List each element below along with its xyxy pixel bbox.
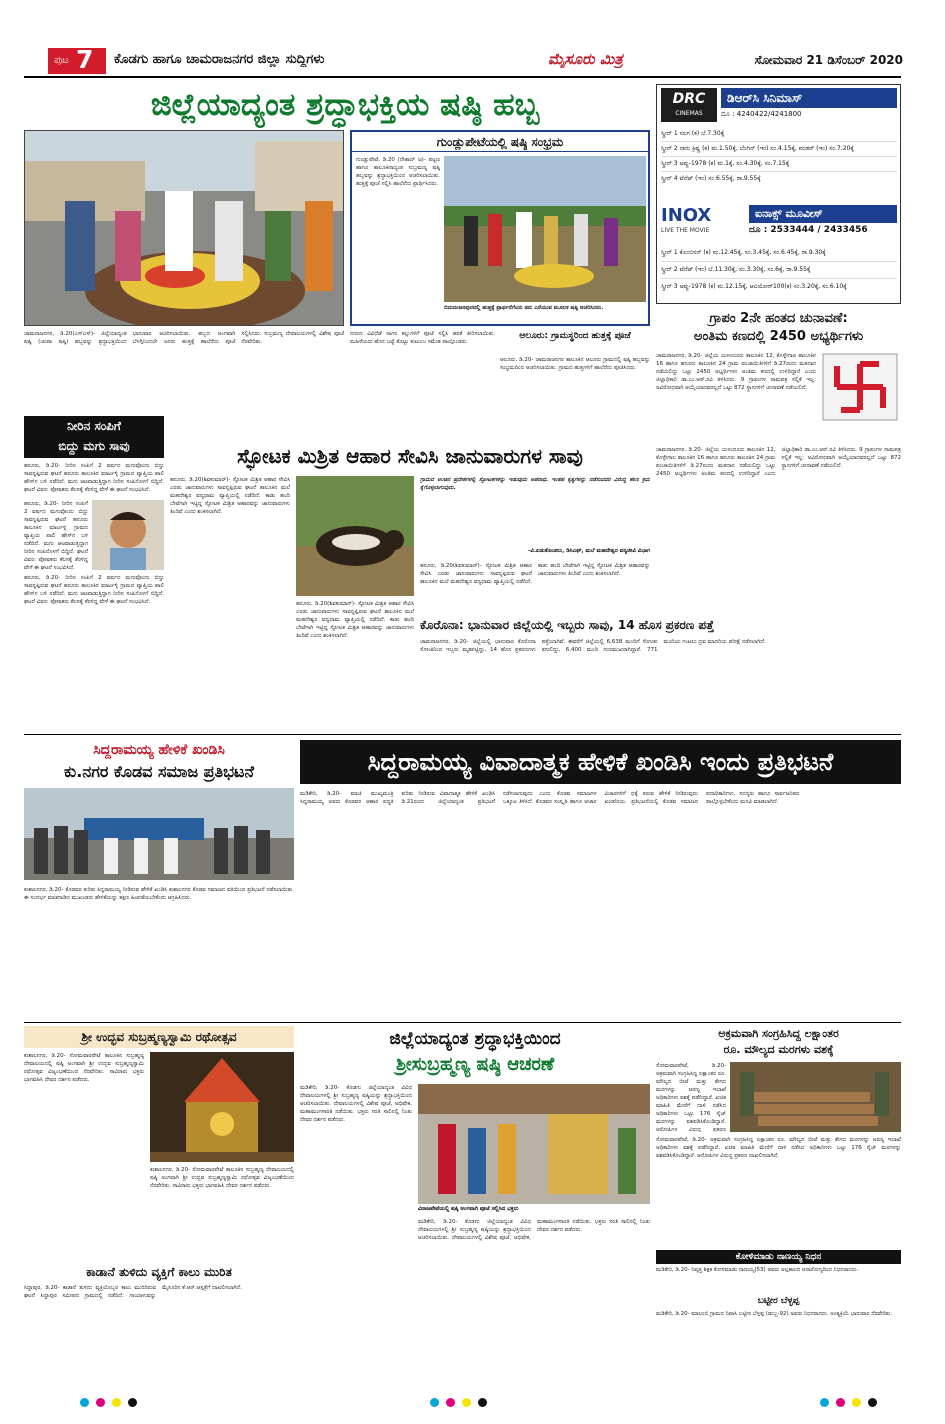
drc-logo [661, 88, 717, 122]
gundlupete-body: ಗುಂಡ್ಲುಪೇಟೆ, ಡಿ.20 (ನೌಶಾದ್ ಜ)- ಪಟ್ಟಣ ಹಾಗೂ ತಾಲೂಕಿನಾದ್ಯಂತ ಸುಬ್ರಮಣ್ಯ ಷಷ್ಠಿ ಹಬ್ಬವನ್ನು ಶ್ರದ್ಧಾಭಕ್ತಿಯಿಂದ ಆಚರಿಸಲಾಯಿತು. ಹುತ್ತಕ್ಕೆ ಪೂಜೆ ಸಲ್ಲಿಸಿ ಹಾಲೆರೆದು ಪ್ರಾರ್ಥಿಸಿದರು. [356, 157, 440, 187]
registration-marks-right [820, 1392, 900, 1404]
lead-body: ಚಾಮರಾಜನಗರ, ಡಿ.20(ಎಸ್‌ಎಸ್)- ಜಿಲ್ಲೆಯಾದ್ಯಂತ ಷಷ್ಠಿ (ಚಂಪಾ ಷಷ್ಠಿ) ಹಬ್ಬವನ್ನು ಶ್ರದ್ಧಾಭಕ್ತಿಯಿಂದ ಭಾನುವಾರ ಆಚರಿಸಲಾಯಿತು. ಹಬ್ಬದ ಅಂಗವಾಗಿ ಬೆಳಗ್ಗಿನಿಂದಲೇ ಜನರು ಹುತ್ತಕ್ಕೆ ಹಾಲೆರೆದು ಪೂಜೆ ಸಲ್ಲಿಸಿದರು. ಸುಬ್ರಮಣ್ಯ ದೇವಾಲಯಗಳಲ್ಲಿ ವಿಶೇಷ ಪೂಜೆ ನೆರವೇರಿತು. [24, 331, 344, 345]
devotees-photo-image [418, 1084, 650, 1204]
kodagu-shashti-body-2: ಮಡಿಕೇರಿ, ಡಿ.20- ಕೊಡಗು ಜಿಲ್ಲೆಯಾದ್ಯಂತ ವಿವಿಧ ದೇವಾಲಯಗಳಲ್ಲಿ ಶ್ರೀ ಸುಬ್ರಹ್ಮಣ್ಯ ಷಷ್ಠಿಯನ್ನು ಶ್ರದ್ಧಾಭಕ್ತಿಯಿಂದ ಆಚರಿಸಲಾಯಿತು. ದೇವಾಲಯಗಳಲ್ಲಿ ವಿಶೇಷ ಪೂಜೆ, ಅಭಿಷೇಕ, ಮಹಾಮಂಗಳಾರತಿ ನಡೆಯಿತು. ಭಕ್ತರು ಸರತಿ ಸಾಲಿನಲ್ಲಿ ನಿಂತು ದೇವರ ದರ್ಶನ ಪಡೆದರು. [418, 1219, 650, 1241]
alur-body: ಆಲೂರು, ಡಿ.20- ಚಾಮರಾಜನಗರ ತಾಲೂಕಿನ ಆಲೂರು ಗ್ರಾಮದಲ್ಲಿ ಷಷ್ಠಿ ಹಬ್ಬವನ್ನು ಸಂಭ್ರಮದಿಂದ ಆಚರಿಸಲಾಯಿತು. ಗ್ರಾಮದ ಹುತ್ತಗಳಿಗೆ ಹಾಲೆರೆದು ಪೂಜಿಸಿದರು. [500, 357, 650, 371]
kodagu-shashti-caption: ವಿರಾಜಪೇಟೆಯಲ್ಲಿ ಷಷ್ಠಿ ಅಂಗವಾಗಿ ಪೂಜೆ ಸಲ್ಲಿಸಿದ ಭಕ್ತರು [418, 1206, 519, 1212]
inox-row: ಸ್ಕ್ರೀನ್ 2 ಟೆನೆಟ್ (ಇಂ) ಬೆ.11.30ಕ್ಕೆ, ಸಂ.3.30ಕ್ಕೆ, ಸಂ.6ಕ್ಕೆ, ರಾ.9.55ಕ್ಕೆ [661, 262, 897, 279]
drc-phone: ದೂ : 4240422/4241800 [721, 110, 802, 118]
timber-body-1: ಸೋಮವಾರಪೇಟೆ, ಡಿ.20- ಅಕ್ರಮವಾಗಿ ಸಂಗ್ರಹಿಸಿದ್ದ ಲಕ್ಷಾಂತರ ರೂ. ಮೌಲ್ಯದ ಬೀಟೆ ಮತ್ತು ತೇಗದ ಮರಗಳನ್ನು ಅರಣ್ಯ ಇಲಾಖೆ ಅಧಿಕಾರಿಗಳು ವಶಕ್ಕೆ ಪಡೆದಿದ್ದಾರೆ. ಖಚಿತ ಮಾಹಿತಿ ಮೇರೆಗೆ ದಾಳಿ ನಡೆಸಿದ ಅಧಿಕಾರಿಗಳು ಒಟ್ಟು 176 ಸೈಜ್ ಮರಗಳನ್ನು ವಶಪಡಿಸಿಕೊಂಡಿದ್ದಾರೆ. ಆರೋಪಿಗಳ ವಿರುದ್ಧ ಪ್ರಕರಣ [656, 1063, 726, 1132]
kodagu-shashti-story [300, 1026, 650, 1362]
siddaramaiah-left-headline-1: ಸಿದ್ದರಾಮಯ್ಯ ಹೇಳಿಕೆ ಖಂಡಿಸಿ [93, 742, 225, 758]
timber-story [656, 1026, 901, 1246]
registration-marks-center [430, 1392, 510, 1404]
alur-story [500, 330, 650, 410]
kodagu-shashti-body-1: ಮಡಿಕೇರಿ, ಡಿ.20- ಕೊಡಗು ಜಿಲ್ಲೆಯಾದ್ಯಂತ ವಿವಿಧ ದೇವಾಲಯಗಳಲ್ಲಿ ಶ್ರೀ ಸುಬ್ರಹ್ಮಣ್ಯ ಷಷ್ಠಿಯನ್ನು ಶ್ರದ್ಧಾಭಕ್ತಿಯಿಂದ ಆಚರಿಸಲಾಯಿತು. ದೇವಾಲಯಗಳಲ್ಲಿ ವಿಶೇಷ ಪೂಜೆ, ಅಭಿಷೇಕ, ಮಹಾಮಂಗಳಾರತಿ ನಡೆಯಿತು. ಭಕ್ತರು ಸರತಿ ಸಾಲಿನಲ್ಲಿ ನಿಂತು ದೇವರ ದರ್ಶನ ಪಡೆದರು. [300, 1085, 412, 1123]
page-header [48, 45, 903, 74]
drc-row: ಸ್ಕ್ರೀನ್ 4 ಟೆನೆಟ್ (ಇಂ) ಸಂ.6.55ಕ್ಕೆ, ರಾ.9.55ಕ್ಕೆ [661, 175, 761, 182]
timber-body-2: ಸೋಮವಾರಪೇಟೆ, ಡಿ.20- ಅಕ್ರಮವಾಗಿ ಸಂಗ್ರಹಿಸಿದ್ದ ಲಕ್ಷಾಂತರ ರೂ. ಮೌಲ್ಯದ ಬೀಟೆ ಮತ್ತು ತೇಗದ ಮರಗಳನ್ನು ಅರಣ್ಯ ಇಲಾಖೆ ಅಧಿಕಾರಿಗಳು ವಶಕ್ಕೆ ಪಡೆದಿದ್ದಾರೆ. ಖಚಿತ ಮಾಹಿತಿ ಮೇರೆಗೆ ದಾಳಿ ನಡೆಸಿದ ಅಧಿಕಾರಿಗಳು ಒಟ್ಟು 176 ಸೈಜ್ ಮರಗಳನ್ನು ವಶಪಡಿಸಿಕೊಂಡಿದ್ದಾರೆ. ಆರೋಪಿಗಳ ವಿರುದ್ಧ ಪ್ರಕರಣ ದಾಖಲಿಸಲಾಗಿದೆ. [656, 1137, 901, 1159]
nirina-body-bottom: ಹನೂರು, ಡಿ.20- ನೀರಿನ ಸಂಪಿಗೆ 2 ವರ್ಷದ ಮಗುವೊಂದು ಬಿದ್ದು ಸಾವನ್ನಪ್ಪಿರುವ ಘಟನೆ ಹನೂರು ತಾಲೂಕಿನ ಮಾರ್ಟಳ್ಳಿ ಗ್ರಾಮದ ವ್ಯಾಪ್ತಿಯ ಪಾಲಿ ಹೌಸ್‌ನ ಬಳಿ ನಡೆದಿದೆ. ಮಗು ಆಟವಾಡುತ್ತಿದ್ದಾಗ ನೀರಿನ ಸಂಪಿನೊಳಗೆ ಬಿದ್ದಿದೆ. ಘಟನೆ ವಿವರ: ಪೋಷಕರು ಕೆಲಸಕ್ಕೆ ತೆರಳಿದ್ದ ವೇಳೆ ಈ ಘಟನೆ ಸಂಭವಿಸಿದೆ. [24, 575, 164, 605]
nirina-headline-1: ನೀರಿನ ಸಂಪಿಗೆ [67, 419, 121, 433]
inox-logo-sub: LIVE THE MOVIE [661, 227, 710, 234]
gundlupete-caption: ಬಿದುನಂಜನಪುರದಲ್ಲಿ ಹುತ್ತಕ್ಕೆ ಪ್ರಾರ್ಥನೆಗೆಂದು ತನು ಎರೆಯುವ ಮೂಲಕ ಷಷ್ಠಿ ಆಚರಿಸಿದರು. [444, 305, 604, 311]
timber-photo [730, 1062, 901, 1132]
inox-row: ಸ್ಕ್ರೀನ್ 3 ಅಪ್ಪು-1978 (ಕ) ಮ.12.15ಕ್ಕೆ, ಆವಿಯೋರ್100(ಕ) ಸಂ.3.20ಕ್ಕೆ, ಸಂ.6.10ಕ್ಕೆ [661, 283, 847, 290]
inox-logo-text: INOX [661, 205, 712, 226]
section-divider-2 [24, 1022, 901, 1023]
lead-headline: ಜಿಲ್ಲೆಯಾದ್ಯಂತ ಶ್ರದ್ಧಾಭಕ್ತಿಯ ಷಷ್ಠಿ ಹಬ್ಬ [150, 87, 540, 123]
section-divider-1 [24, 734, 901, 735]
chariot-photo [150, 1052, 294, 1162]
election-headline-1: ಗ್ರಾಪಂ 2ನೇ ಹಂತದ ಚುನಾವಣೆ: [709, 311, 848, 326]
explosive-body-2: ಹನೂರು, ಡಿ.20(ಶಿವಕುಮಾರ್)- ಸ್ಫೋಟಕ ಮಿಶ್ರಿತ ಆಹಾರ ಸೇವಿಸಿ ಎರಡು ಜಾನುವಾರುಗಳು ಸಾವನ್ನಪ್ಪಿರುವ ಘಟನೆ ತಾಲೂಕಿನ ಮಲೆ ಮಹದೇಶ್ವರ ವನ್ಯಧಾಮ ವ್ಯಾಪ್ತಿಯಲ್ಲಿ ನಡೆದಿದೆ. ಕಾಡು ಹಂದಿ ಬೇಟೆಗಾಗಿ ಇಟ್ಟಿದ್ದ ಸ್ಫೋಟಕ ಮಿಶ್ರಿತ ಆಹಾರವನ್ನು ಜಾನುವಾರುಗಳು ತಿಂದಿವೆ ಎಂದು ಶಂಕಿಸಲಾಗಿದೆ. [296, 601, 414, 639]
nirina-story [24, 416, 164, 716]
magenta-dot-icon [96, 1398, 105, 1407]
siddaramaiah-main-story [300, 740, 901, 1020]
magenta-dot-icon [446, 1398, 455, 1407]
obituary-headline: ಕೋಳಿಮಾಡು ನಾಣಯ್ಯ ನಿಧನ [656, 1250, 901, 1264]
ritual-photo-image [25, 131, 344, 326]
rathotsava-headline: ಶ್ರೀ ಉದ್ಭವ ಸುಬ್ರಹ್ಮಣ್ಯಸ್ವಾಮಿ ರಥೋತ್ಸವ [24, 1026, 294, 1048]
siddaramaiah-main-body: ಮಡಿಕೇರಿ, ಡಿ.20- ಮಾಜಿ ಮುಖ್ಯಮಂತ್ರಿ ಸಿದ್ದರಾಮಯ್ಯ ಅವರು ಕೊಡವರ ಆಹಾರ ಪದ್ಧತಿ ಕುರಿತು ನೀಡಿರುವ ವಿವಾದಾತ್ಮಕ ಹೇಳಿಕೆ ಖಂಡಿಸಿ ಡಿ.21ರಂದು ಜಿಲ್ಲೆಯಾದ್ಯಂತ ಪ್ರತಿಭಟನೆ ನಡೆಸಲಾಗುವುದು ಎಂದು ಕೊಡವ ಸಮಾಜಗಳ ಒಕ್ಕೂಟ ತಿಳಿಸಿದೆ. ಕೊಡವರ ಸಂಸ್ಕೃತಿ ಹಾಗೂ ಆಚಾರ ವಿಚಾರಗಳಿಗೆ ಧಕ್ಕೆ ತರುವ ಹೇಳಿಕೆ ನೀಡಿರುವುದು ಖಂಡನೀಯ. ಪ್ರತಿಭಟನೆಯಲ್ಲಿ ಕೊಡವ ಸಮಾಜದ ಪದಾಧಿಕಾರಿಗಳು, ಸದಸ್ಯರು ಹಾಗೂ ಸಾರ್ವಜನಿಕರು ಪಾಲ್ಗೊಳ್ಳಬೇಕೆಂದು ಮನವಿ ಮಾಡಲಾಗಿದೆ. [300, 791, 800, 805]
page-label: ಪುಟ [54, 55, 69, 66]
drc-showtimes [661, 127, 897, 186]
page-number: 7 [76, 45, 94, 74]
siddaramaiah-left-body: ಕುಶಾಲನಗರ, ಡಿ.20- ಕೊಡವರ ಕುರಿತು ಸಿದ್ದರಾಮಯ್ಯ ನೀಡಿರುವ ಹೇಳಿಕೆ ಖಂಡಿಸಿ ಕುಶಾಲನಗರ ಕೊಡವ ಸಮಾಜದ ವತಿಯಿಂದ ಪ್ರತಿಭಟನೆ ನಡೆಸಲಾಯಿತು. ಈ ಸಂದರ್ಭ ಮಾತನಾಡಿದ ಮುಖಂಡರು ಹೇಳಿಕೆಯನ್ನು ತಕ್ಷಣ ಹಿಂಪಡೆಯಬೇಕೆಂದು ಆಗ್ರಹಿಸಿದರು. [24, 887, 294, 901]
dead-cattle-photo-image [296, 476, 414, 596]
yellow-dot-icon [462, 1398, 471, 1407]
corona-headline: ಕೊರೊನಾ: ಭಾನುವಾರ ಜಿಲ್ಲೆಯಲ್ಲಿ ಇಬ್ಬರು ಸಾವು, 14 ಹೊಸ ಪ್ರಕರಣ ಪತ್ತೆ [420, 618, 714, 632]
child-photo-image [92, 500, 164, 570]
corona-story [420, 614, 901, 730]
drc-logo-sub: CINEMAS [675, 110, 703, 117]
voting-swastika-stamp-icon [821, 352, 899, 422]
explosive-body-3: ಹನೂರು, ಡಿ.20(ಶಿವಕುಮಾರ್)- ಸ್ಫೋಟಕ ಮಿಶ್ರಿತ ಆಹಾರ ಸೇವಿಸಿ ಎರಡು ಜಾನುವಾರುಗಳು ಸಾವನ್ನಪ್ಪಿರುವ ಘಟನೆ ತಾಲೂಕಿನ ಮಲೆ ಮಹದೇಶ್ವರ ವನ್ಯಧಾಮ ವ್ಯಾಪ್ತಿಯಲ್ಲಿ ನಡೆದಿದೆ. ಕಾಡು ಹಂದಿ ಬೇಟೆಗಾಗಿ ಇಟ್ಟಿದ್ದ ಸ್ಫೋಟಕ ಮಿಶ್ರಿತ ಆಹಾರವನ್ನು ಜಾನುವಾರುಗಳು ತಿಂದಿವೆ ಎಂದು ಶಂಕಿಸಲಾಗಿದೆ. [420, 563, 650, 585]
drc-row: ಸ್ಕ್ರೀನ್ 2 ನಾನು ಕ್ರಿಷ್ಣ (ಕ) ಮ.1.50ಕ್ಕೆ, ಬೆಂಗಿನ್ (ಇಂ) ಸಂ.4.15ಕ್ಕೆ, ವಂಡರ್ (ಇಂ) ಸಂ.7.20ಕ್ಕೆ [661, 142, 897, 157]
drc-logo-text: DRC [672, 91, 706, 107]
inox-row: ಸ್ಕ್ರೀನ್ 1 ಕೊಂಬಿಸನ್ (ಕ) ಮ.12.45ಕ್ಕೆ, ಸಂ.3.45ಕ್ಕೆ, ಸಂ.6.45ಕ್ಕೆ, ರಾ.9.30ಕ್ಕೆ [661, 245, 897, 262]
rathotsava-story [24, 1026, 294, 1256]
timber-photo-image [730, 1062, 901, 1132]
lead-follow-body: ನಗರದ ವಿವಿಧೆಡೆ ನಾಗರ ಕಲ್ಲುಗಳಿಗೆ ಪೂಜೆ ಸಲ್ಲಿಸಿ ಹರಕೆ ತೀರಿಸಲಾಯಿತು. ಮಹಿಳೆಯರು ಹೊಸ ಬಟ್ಟೆ ತೊಟ್ಟು ಕುಟುಂಬ ಸಮೇತ ಪಾಲ್ಗೊಂಡರು. [350, 331, 495, 345]
magenta-dot-icon [836, 1398, 845, 1407]
explosive-body-1: ಹನೂರು, ಡಿ.20(ಶಿವಕುಮಾರ್)- ಸ್ಫೋಟಕ ಮಿಶ್ರಿತ ಆಹಾರ ಸೇವಿಸಿ ಎರಡು ಜಾನುವಾರುಗಳು ಸಾವನ್ನಪ್ಪಿರುವ ಘಟನೆ ತಾಲೂಕಿನ ಮಲೆ ಮಹದೇಶ್ವರ ವನ್ಯಧಾಮ ವ್ಯಾಪ್ತಿಯಲ್ಲಿ ನಡೆದಿದೆ. ಕಾಡು ಹಂದಿ ಬೇಟೆಗಾಗಿ ಇಟ್ಟಿದ್ದ ಸ್ಫೋಟಕ ಮಿಶ್ರಿತ ಆಹಾರವನ್ನು ಜಾನುವಾರುಗಳು ತಿಂದಿವೆ ಎಂದು ಶಂಕಿಸಲಾಗಿದೆ. [170, 477, 290, 515]
rathotsava-body-2: ಕುಶಾಲನಗರ, ಡಿ.20- ಸೋಮವಾರಪೇಟೆ ತಾಲೂಕಿನ ಸುಬ್ರಹ್ಮಣ್ಯ ದೇವಾಲಯದಲ್ಲಿ ಷಷ್ಠಿ ಅಂಗವಾಗಿ ಶ್ರೀ ಉದ್ಭವ ಸುಬ್ರಹ್ಮಣ್ಯಸ್ವಾಮಿ ರಥೋತ್ಸವ ವಿಜೃಂಭಣೆಯಿಂದ ನೆರವೇರಿತು. ಸಾವಿರಾರು ಭಕ್ತರು ಭಾಗವಹಿಸಿ ದೇವರ ದರ್ಶನ ಪಡೆದರು. [150, 1167, 294, 1189]
battira-body: ಮಡಿಕೇರಿ, ಡಿ.20- ಮಾಲಂಬಿ ಗ್ರಾಮದ ನಿವಾಸಿ ಬಟ್ಟೀರ ಬೆಳ್ಳಪ್ಪ (ಡುಬ್ಬ-92) ಅವರು ನಿಧನರಾದರು. ಅಂತ್ಯಕ್ರಿಯೆ ಭಾನುವಾರ ನೆರವೇರಿತು. [656, 1311, 893, 1317]
protest-photo-image [24, 788, 294, 880]
accident-body: ಸಿದ್ದಾಪುರ, ಡಿ.20- ಕಾಡಾನೆ ತುಳಿದು ವ್ಯಕ್ತಿಯೊಬ್ಬರ ಕಾಲು ಮುರಿದಿರುವ ಘಟನೆ ಸಿದ್ದಾಪುರ ಸಮೀಪದ ಗ್ರಾಮದಲ್ಲಿ ನಡೆದಿದೆ. ಗಾಯಾಳುವನ್ನು ಮೈಸೂರಿನ ಕೆ.ಆರ್.ಆಸ್ಪತ್ರೆಗೆ ದಾಖಲಿಸಲಾಗಿದೆ. [24, 1285, 242, 1299]
accident-headline: ಕಾಡಾನೆ ತುಳಿದು ವ್ಯಕ್ತಿಗೆ ಕಾಲು ಮುರಿತ [86, 1265, 232, 1279]
election-story [656, 310, 901, 610]
gundlupete-photo [444, 156, 646, 302]
protest-photo [24, 788, 294, 880]
kodagu-shashti-headline-1: ಜಿಲ್ಲೆಯಾದ್ಯಂತ ಶ್ರದ್ಧಾಭಕ್ತಿಯಿಂದ [389, 1029, 561, 1049]
explosive-quote: ಗ್ರಾಮದ ಅಂಚಿನ ಪ್ರದೇಶಗಳಲ್ಲಿ ಸ್ಫೋಟಕಗಳನ್ನು ಇಡುವುದು ಅಪರಾಧ. ಇಂತಹ ಕೃತ್ಯಗಳನ್ನು ನಡೆಸುವವರ ವಿರುದ್ಧ ಕಠಿಣ ಕ್ರಮ ಕೈಗೊಳ್ಳಲಾಗುವುದು. [420, 477, 650, 491]
gundlupete-photo-image [444, 156, 646, 302]
battira-headline: ಬಟ್ಟೀರ ಬೆಳ್ಳಪ್ಪ [757, 1296, 800, 1306]
inox-logo [661, 205, 745, 239]
gundlupete-story [350, 130, 650, 326]
drc-title: ಡಿಆರ್‌ಸಿ ಸಿನಿಮಾಸ್ [721, 88, 897, 108]
cattle-photo [296, 476, 414, 596]
siddaramaiah-left-headline-2: ಕು.ನಗರ ಕೊಡವ ಸಮಾಜ ಪ್ರತಿಭಟನೆ [63, 762, 255, 781]
obituary-body: ಮಡಿಕೇರಿ, ಡಿ.20- ನಿವೃತ್ತ ಶಿಕ್ಷಕ ಕೋಳಿಮಾಡು ನಾಣಯ್ಯ(53) ಅವರು ಅಲ್ಪಕಾಲದ ಅನಾರೋಗ್ಯದಿಂದ ನಿಧನರಾದರು. [656, 1267, 859, 1273]
child-photo [92, 500, 164, 570]
cyan-dot-icon [430, 1398, 439, 1407]
alur-headline: ಆಲೂರು: ಗ್ರಾಮಸ್ಥರಿಂದ ಹುತ್ತಕ್ಕೆ ಪೂಜೆ [519, 331, 631, 341]
gundlupete-headline: ಗುಂಡ್ಲುಪೇಟೆಯಲ್ಲಿ ಷಷ್ಠಿ ಸಂಭ್ರಮ [352, 132, 648, 152]
yellow-dot-icon [112, 1398, 121, 1407]
cyan-dot-icon [820, 1398, 829, 1407]
explosive-quote-author: -ವಿ.ಏಡುಕೊಂಡಲು, ಡಿಸಿಎಫ್, ಮಲೆ ಮಹದೇಶ್ವರ ವನ್ಯಜೀವಿ ವಿಭಾಗ [528, 548, 650, 554]
inox-phone: ದೂ : 2533444 / 2433456 [749, 225, 868, 235]
black-dot-icon [868, 1398, 877, 1407]
section-title: ಕೊಡಗು ಹಾಗೂ ಚಾಮರಾಜನಗರ ಜಿಲ್ಲಾ ಸುದ್ದಿಗಳು [114, 52, 325, 67]
registration-marks-left [80, 1392, 160, 1404]
corona-body: ಚಾಮರಾಜನಗರ, ಡಿ.20- ಜಿಲ್ಲೆಯಲ್ಲಿ ಭಾನುವಾರ ಕೊರೊನಾ ಸೋಂಕಿನಿಂದ ಇಬ್ಬರು ಮೃತಪಟ್ಟಿದ್ದು, 14 ಹೊಸ ಪ್ರಕರಣಗಳು ಪತ್ತೆಯಾಗಿವೆ. ಈವರೆಗೆ ಜಿಲ್ಲೆಯಲ್ಲಿ 6,638 ಮಂದಿಗೆ ಸೋಂಕು ತಗುಲಿದ್ದು, 6,400 ಮಂದಿ ಗುಣಮುಖರಾಗಿದ್ದಾರೆ. 771 ಮಂದಿಯ ಗಂಟಲು ದ್ರವ ಮಾದರಿಯ ಪರೀಕ್ಷೆ ನಡೆಸಲಾಗಿದೆ. [420, 639, 766, 653]
date-line: ಸೋಮವಾರ 21 ಡಿಸೆಂಬರ್ 2020 [754, 53, 903, 67]
lead-photo-ritual [24, 130, 344, 326]
timber-headline-1: ಅಕ್ರಮವಾಗಿ ಸಂಗ್ರಹಿಸಿದ್ದ ಲಕ್ಷಾಂತರ [718, 1027, 839, 1040]
black-dot-icon [128, 1398, 137, 1407]
inox-showtimes [661, 245, 897, 295]
election-body: ಚಾಮರಾಜನಗರ, ಡಿ.20- ಜಿಲ್ಲೆಯ ಯಳಂದೂರು ತಾಲೂಕಿನ 12, ಕೊಳ್ಳೇಗಾಲ ತಾಲೂಕಿನ 16 ಹಾಗೂ ಹನೂರು ತಾಲೂಕಿನ 24 ಗ್ರಾಮ ಪಂಚಾಯಿತಿಗಳಿಗೆ ಡಿ.27ರಂದು ಮತದಾನ ನಡೆಯಲಿದ್ದು ಒಟ್ಟು 2450 ಅಭ್ಯರ್ಥಿಗಳು ಅಂತಿಮ ಕಣದಲ್ಲಿ ಉಳಿದಿದ್ದಾರೆ ಎಂದು ಜಿಲ್ಲಾಧಿಕಾರಿ ಡಾ.ಎಂ.ಆರ್.ರವಿ ತಿಳಿಸಿದರು. 9 ಗ್ರಾಪಂಗಳ ನಾಮಪತ್ರ ಸಲ್ಲಿಕೆ ಇಲ್ಲ: ಅವಿರೋಧವಾಗಿ ಆಯ್ಕೆಯಾದವರಲ್ಲದೆ ಒಟ್ಟು 872 ಸ್ಥಾನಗಳಿಗೆ ಚುನಾವಣೆ ನಡೆಯಲಿದೆ. [656, 353, 816, 391]
paper-name: ಮೈಸೂರು ಮಿತ್ರ [548, 50, 623, 68]
election-body-cont: ಚಾಮರಾಜನಗರ, ಡಿ.20- ಜಿಲ್ಲೆಯ ಯಳಂದೂರು ತಾಲೂಕಿನ 12, ಕೊಳ್ಳೇಗಾಲ ತಾಲೂಕಿನ 16 ಹಾಗೂ ಹನೂರು ತಾಲೂಕಿನ 24 ಗ್ರಾಮ ಪಂಚಾಯಿತಿಗಳಿಗೆ ಡಿ.27ರಂದು ಮತದಾನ ನಡೆಯಲಿದ್ದು ಒಟ್ಟು 2450 ಅಭ್ಯರ್ಥಿಗಳು ಅಂತಿಮ ಕಣದಲ್ಲಿ ಉಳಿದಿದ್ದಾರೆ ಎಂದು ಜಿಲ್ಲಾಧಿಕಾರಿ ಡಾ.ಎಂ.ಆರ್.ರವಿ ತಿಳಿಸಿದರು. 9 ಗ್ರಾಪಂಗಳ ನಾಮಪತ್ರ ಸಲ್ಲಿಕೆ ಇಲ್ಲ: ಅವಿರೋಧವಾಗಿ ಆಯ್ಕೆಯಾದವರಲ್ಲದೆ ಒಟ್ಟು 872 ಸ್ಥಾನಗಳಿಗೆ ಚುನಾವಣೆ ನಡೆಯಲಿದೆ. [656, 447, 901, 477]
cyan-dot-icon [80, 1398, 89, 1407]
siddaramaiah-main-headline: ಸಿದ್ದರಾಮಯ್ಯ ವಿವಾದಾತ್ಮಕ ಹೇಳಿಕೆ ಖಂಡಿಸಿ ಇಂದು ಪ್ರತಿಭಟನೆ [300, 740, 901, 784]
nirina-body-left: ಹನೂರು, ಡಿ.20- ನೀರಿನ ಸಂಪಿಗೆ 2 ವರ್ಷದ ಮಗುವೊಂದು ಬಿದ್ದು ಸಾವನ್ನಪ್ಪಿರುವ ಘಟನೆ ಹನೂರು ತಾಲೂಕಿನ ಮಾರ್ಟಳ್ಳಿ ಗ್ರಾಮದ ವ್ಯಾಪ್ತಿಯ ಪಾಲಿ ಹೌಸ್‌ನ ಬಳಿ ನಡೆದಿದೆ. ಮಗು ಆಟವಾಡುತ್ತಿದ್ದಾಗ ನೀರಿನ ಸಂಪಿನೊಳಗೆ ಬಿದ್ದಿದೆ. ಘಟನೆ ವಿವರ: ಪೋಷಕರು ಕೆಲಸಕ್ಕೆ ತೆರಳಿದ್ದ ವೇಳೆ ಈ ಘಟನೆ ಸಂಭವಿಸಿದೆ. [24, 501, 88, 570]
kodagu-shashti-headline-2: ಶ್ರೀಸುಬ್ರಹ್ಮಣ್ಯ ಷಷ್ಠಿ ಆಚರಣೆ [395, 1054, 555, 1075]
yellow-dot-icon [852, 1398, 861, 1407]
drc-row: ಸ್ಕ್ರೀನ್ 3 ಅಪ್ಪು-1978 (ಕ) ಮ.1ಕ್ಕೆ, ಸಂ.4.30ಕ್ಕೆ, ಸಂ.7.15ಕ್ಕೆ [661, 157, 897, 172]
page-number-box [48, 45, 106, 74]
cinema-listing [656, 84, 901, 304]
explosive-headline: ಸ್ಫೋಟಕ ಮಿಶ್ರಿತ ಆಹಾರ ಸೇವಿಸಿ ಜಾನುವಾರುಗಳ ಸಾವು [237, 444, 583, 468]
ballot-graphic [821, 352, 899, 422]
nirina-headline-2: ಬಿದ್ದು ಮಗು ಸಾವು [58, 439, 130, 453]
rathotsava-body-1: ಕುಶಾಲನಗರ, ಡಿ.20- ಸೋಮವಾರಪೇಟೆ ತಾಲೂಕಿನ ಸುಬ್ರಹ್ಮಣ್ಯ ದೇವಾಲಯದಲ್ಲಿ ಷಷ್ಠಿ ಅಂಗವಾಗಿ ಶ್ರೀ ಉದ್ಭವ ಸುಬ್ರಹ್ಮಣ್ಯಸ್ವಾಮಿ ರಥೋತ್ಸವ ವಿಜೃಂಭಣೆಯಿಂದ ನೆರವೇರಿತು. ಸಾವಿರಾರು ಭಕ್ತರು ಭಾಗವಹಿಸಿ ದೇವರ ದರ್ಶನ ಪಡೆದರು. [24, 1053, 144, 1083]
accident-story [24, 1262, 294, 1362]
inox-title: ಐನಾಕ್ಸ್ ಮೂವೀಸ್ [749, 205, 897, 223]
black-dot-icon [478, 1398, 487, 1407]
election-headline-2: ಅಂತಿಮ ಕಣದಲ್ಲಿ 2450 ಅಭ್ಯರ್ಥಿಗಳು [693, 329, 864, 344]
header-divider [24, 76, 901, 78]
timber-headline-2: ರೂ. ಮೌಲ್ಯದ ಮರಗಳು ವಶಕ್ಕೆ [723, 1043, 834, 1056]
drc-row: ಸ್ಕ್ರೀನ್ 1 ಸಲಗ (ಕ) ಬೆ.7.30ಕ್ಕೆ [661, 127, 897, 142]
obituary-story [656, 1250, 901, 1290]
chariot-photo-image [150, 1052, 294, 1162]
devotees-photo [418, 1084, 650, 1204]
nirina-body-top: ಹನೂರು, ಡಿ.20- ನೀರಿನ ಸಂಪಿಗೆ 2 ವರ್ಷದ ಮಗುವೊಂದು ಬಿದ್ದು ಸಾವನ್ನಪ್ಪಿರುವ ಘಟನೆ ಹನೂರು ತಾಲೂಕಿನ ಮಾರ್ಟಳ್ಳಿ ಗ್ರಾಮದ ವ್ಯಾಪ್ತಿಯ ಪಾಲಿ ಹೌಸ್‌ನ ಬಳಿ ನಡೆದಿದೆ. ಮಗು ಆಟವಾಡುತ್ತಿದ್ದಾಗ ನೀರಿನ ಸಂಪಿನೊಳಗೆ ಬಿದ್ದಿದೆ. ಘಟನೆ ವಿವರ: ಪೋಷಕರು ಕೆಲಸಕ್ಕೆ ತೆರಳಿದ್ದ ವೇಳೆ ಈ ಘಟನೆ ಸಂಭವಿಸಿದೆ. [24, 463, 164, 493]
battira-story [656, 1294, 901, 1362]
siddaramaiah-left-story [24, 740, 294, 1020]
nirina-headline-box [24, 416, 164, 458]
